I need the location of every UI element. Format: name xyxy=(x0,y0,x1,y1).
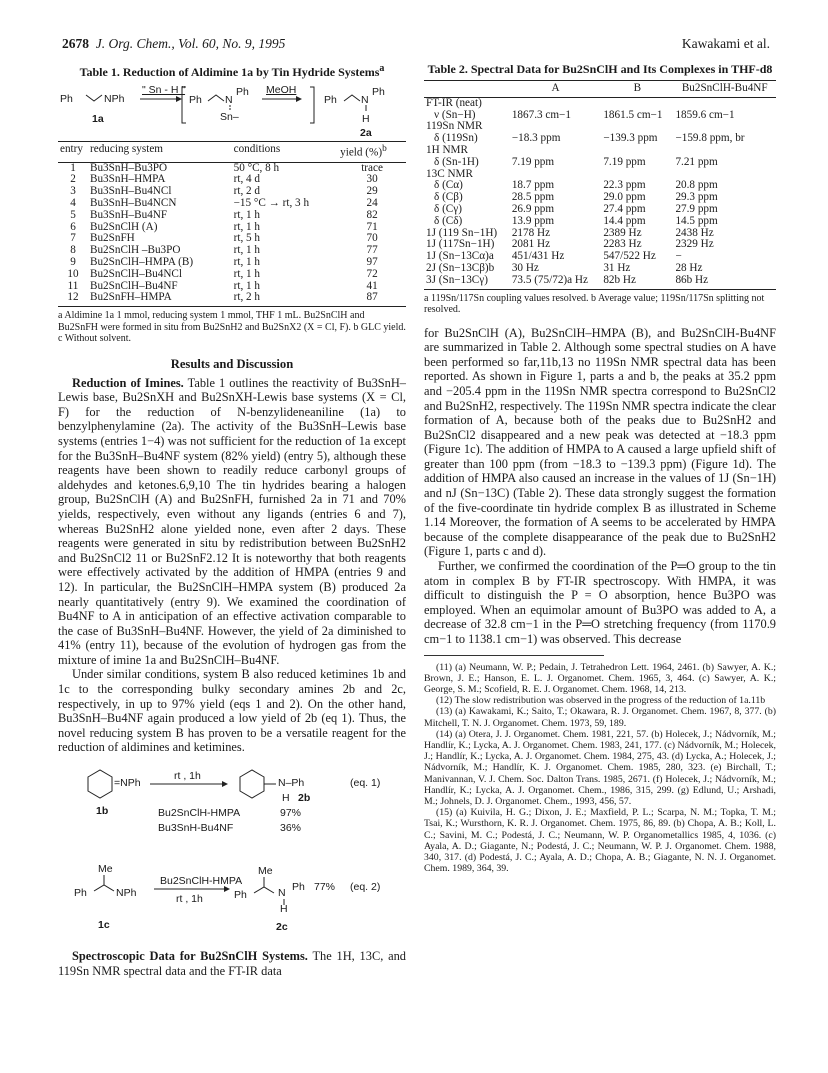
table2-cell: 3J (Sn−13Cγ) xyxy=(424,275,510,289)
table2 xyxy=(424,80,776,290)
table-row xyxy=(58,269,406,281)
table2-cell xyxy=(510,97,602,109)
table1-cell: 87 xyxy=(338,292,406,306)
table2-cell: − xyxy=(675,250,682,263)
table2-cell: 1H NMR xyxy=(426,143,468,156)
table1-cell: 1 xyxy=(70,161,76,174)
table1-cell: Bu2SnFH xyxy=(90,232,135,245)
table1-cell: 12 xyxy=(58,292,88,306)
table-row xyxy=(424,180,776,192)
table1-cell: rt, 1 h xyxy=(233,244,261,257)
table1-cell: 10 xyxy=(67,267,79,280)
scheme1-reactant-ph: Ph xyxy=(60,93,73,105)
table-row xyxy=(424,192,776,204)
scheme1-reagent: " Sn - H " xyxy=(142,84,186,96)
eq2-product-ph: Ph xyxy=(234,889,247,902)
table1-cell: 5 xyxy=(70,208,76,221)
table1-cell: 11 xyxy=(67,279,79,292)
reference-item: (11) (a) Neumann, W. P.; Pedain, J. Tetrahedron Lett. 1964, 2461. (b) Sawyer, A. K.; Brown, J. E.; Hanson, E. L. J. Organomet. Chem. 1965, 3, 464. (c) Sawyer, A. K.; George, S. M.; Scofield, R. E. J. Organomet. Chem. 1968, 14, 213. xyxy=(424,661,776,696)
table1-cell: rt, 1 h xyxy=(233,267,261,280)
table1-cell: 29 xyxy=(366,185,378,198)
table1-header-row xyxy=(58,142,406,163)
table1-cell: Bu2SnClH (A) xyxy=(90,220,158,233)
table2-cell: 28 Hz xyxy=(675,261,703,274)
eq2-product-n: N xyxy=(278,887,286,900)
table1-header-conditions: conditions xyxy=(232,142,339,163)
table1-cell: rt, 2 h xyxy=(232,292,339,306)
table2-cell: δ (Cα) xyxy=(434,179,463,192)
scheme1-int-n: N xyxy=(225,94,233,106)
table2-cell: 2329 Hz xyxy=(675,238,714,251)
page-number-and-journal: 2678 J. Org. Chem., Vol. 60, No. 9, 1995 xyxy=(62,36,286,51)
table1-cell: 70 xyxy=(366,232,378,245)
table-row xyxy=(424,263,776,275)
reference-item: (14) (a) Otera, J. J. Organomet. Chem. 1981, 221, 57. (b) Holecek, J.; Nádvorník, M.; Handlír, K.; Lycka, A. J. Organomet. Chem. 1983, 241, 177. (c) Nádvorník, M.; Holecek, J.; Handlír, K.; Lycka, A. J. Organomet. Chem. 1984, 275, 43. (d) Lycka, A.; Holecek, J.; Nádvorník, M.; Handlír, K. J. Organomet. Chem. 1985, 280, 323. (e) Birchall, T.; Manivannan, V. J. Chem. Soc. Dalton Trans. 1985, 2671. (f) Holecek, J.; Nádvorník, M.; Handlír, K.; Lycka, A. J. Organomet. Chem., 1986, 315, 299. (g) Edlund, U.; Arshadi, M.; Johnels, D. J. Organomet. Chem., 1993, 456, 57. xyxy=(424,728,776,808)
table2-cell: 1861.5 cm−1 xyxy=(603,108,663,121)
running-header xyxy=(62,36,770,54)
table2-cell: 7.19 ppm xyxy=(603,155,646,168)
scheme1-prod-ph: Ph xyxy=(324,94,337,106)
table1-cell: rt, 1 h xyxy=(233,255,261,268)
paragraph-right-2: Further, we confirmed the coordination of the P═O group to the tin atom in complex B by FT-IR spectroscopy. With HMPA, it was difficult to distinguish the P = O absorption, hence Bu3PO was employed. When an equimolar amount of Bu3PO was added to A, a decrease of 32.8 cm−1 in the P═O stretching frequency (from 1170.9 cm−1 to 1138.1 cm−1) was observed. This decrease xyxy=(424,559,776,647)
table2-cell: 28.5 ppm xyxy=(511,191,555,204)
table2-cell: 2178 Hz xyxy=(511,226,551,239)
eq2-label-2c: 2c xyxy=(276,921,288,934)
eq1-tag: (eq. 1) xyxy=(350,777,381,790)
scheme1-int-ph: Ph xyxy=(189,94,202,106)
table1-cell: 24 xyxy=(366,196,378,209)
table2-body xyxy=(424,97,776,289)
paragraph-spectroscopic: Spectroscopic Data for Bu2SnClH Systems. The 1H, 13C, and 119Sn NMR spectral data and the FT-IR data xyxy=(58,949,406,978)
table1-cell: Bu3SnH–Bu4NF xyxy=(90,208,168,221)
table1-cell: Bu2SnClH–Bu4NCl xyxy=(90,267,183,280)
section-title: Results and Discussion xyxy=(170,356,294,371)
table2-cell: 29.0 ppm xyxy=(603,191,646,204)
table2-cell: 31 Hz xyxy=(603,261,631,274)
references-list xyxy=(424,662,776,875)
reference-item: (15) (a) Kuivila, H. G.; Dixon, J. E.; Maxfield, P. L.; Scarpa, N. M.; Topka, T. M.; Tsai, K.; Wursthorn, K. R. J. Organomet. Chem. 1975, 86, 89. (b) Chopa, A. B.; Koll, L. C.; Savini, M. C.; Podestá, J. C.; Neumann, W. P. Organometallics 1985, 4, 1036. (c) Ayala, A. D.; Giagante, N.; Podestá, J. C.; Neumann, W. P. J. Organomet. Chem. 1988, 340, 317. (d) Podestá, J. C.; Ayala, A. D.; Chopa, A. B.; Giagante, N. N. J. Organomet. Chem. 1989, 364, 39. xyxy=(424,807,776,875)
table1-cell: −15 °C → rt, 3 h xyxy=(233,196,310,209)
table2-cell xyxy=(510,145,602,157)
running-author: Kawakami et al. xyxy=(681,36,770,51)
table2-header-b: B xyxy=(601,81,673,98)
table1-cell: 50 °C, 8 h xyxy=(233,161,280,174)
equations-scheme xyxy=(58,759,406,949)
paragraph-right-1: for Bu2SnClH (A), Bu2SnClH–HMPA (B), and Bu2SnClH-Bu4NF are summarized in Table 2. Although some spectral studies on A have been performed so far,11b,13 no 119Sn NMR spectral data has been reported. As shown in Figure 1, parts a and b, the peaks at 35.2 ppm and −205.4 ppm in the 119Sn NMR spectra correspond to Bu2SnCl2 and Bu2SnH2, respectively. The 119Sn NMR spectra indicate the clear formation of A, because both of the peaks due to Bu2SnH2 and Bu2SnCl2 disappeared and a new peak was detected at −18.3 ppm (Figure 1c). The addition of HMPA to A caused a large upfield shift of greater than 100 ppm (from −18.3 to −139.3 ppm) (Figure 1d). The addition of HMPA also caused an increase in the values of 1J (Sn−1H) and nJ (Sn−13C) (Table 2). These data strongly suggest the formation of the five-coordinate tin hydride complex B as illustrated in Scheme 1.14 Moreover, the formation of A seems to be accelerated by HMPA because of the complete disappearance of the peak due to Bu2SnH2 (Figure 1, parts c and d). xyxy=(424,325,776,559)
table2-cell: 18.7 ppm xyxy=(511,179,555,192)
reference-item: (12) The slow redistribution was observed in the progress of the reduction of 1a.11b xyxy=(436,695,766,707)
table2-cell: 73.5 (75/72)a Hz xyxy=(510,275,602,289)
table1-header-entry: entry xyxy=(58,142,88,163)
table2-cell: 29.3 ppm xyxy=(675,191,718,204)
table2-header-blank xyxy=(424,81,510,98)
eq1-product: N–Ph xyxy=(278,777,305,790)
scheme1-prod-ph2: Ph xyxy=(372,86,385,98)
paragraph-ketimines: Under similar conditions, system B also reduced ketimines 1b and 1c to the corresponding bulky secondary amines 2b and 2c, respectively, in up to 97% yield (eqs 1 and 2). On the other hand, Bu3SnH–Bu4NF again produced a low yield of 2b (eq 1). Thus, the novel reducing system B has proven to be a versatile reagent for the reduction of aldimines and ketimines. xyxy=(58,667,406,755)
table1-cell: 9 xyxy=(70,255,76,268)
table-row xyxy=(58,198,406,210)
table2-cell: 1859.6 cm−1 xyxy=(675,108,735,121)
right-column xyxy=(424,62,776,874)
table2-cell: 1J (Sn−13Cα)a xyxy=(426,250,494,263)
table1-cell: 2 xyxy=(70,173,76,186)
table-row xyxy=(424,216,776,228)
eq1-reagent2: Bu3SnH-Bu4NF xyxy=(158,822,234,835)
table2-cell: −159.8 ppm, br xyxy=(675,132,745,145)
table1-cell: rt, 1 h xyxy=(233,279,261,292)
table1-scheme xyxy=(58,83,406,141)
table2-header-a: A xyxy=(510,81,602,98)
table2-footnote: a 119Sn/117Sn coupling values resolved. b Average value; 119Sn/117Sn splitting not resolved. xyxy=(424,292,765,316)
table2-cell: 1J (119 Sn−1H) xyxy=(426,226,498,239)
table1-cell: Bu2SnFH–HMPA xyxy=(88,292,232,306)
table1-cell: Bu3SnH–HMPA xyxy=(90,173,166,186)
table2-cell: δ (Sn-1H) xyxy=(434,155,479,168)
table1-caption: Table 1. Reduction of Aldimine 1a by Tin Hydride Systems$^a$ xyxy=(79,63,385,79)
table-row xyxy=(424,145,776,157)
table1-body xyxy=(58,162,406,307)
table2-cell: 2J (Sn−13Cβ)b xyxy=(426,261,495,274)
table2-cell: 30 Hz xyxy=(511,261,539,274)
table2-cell: −139.3 ppm xyxy=(603,132,658,145)
table2-cell: 2283 Hz xyxy=(603,238,642,251)
table2-cell: δ (Cβ) xyxy=(434,191,463,204)
table2-cell xyxy=(673,145,776,157)
eq1-label-2b: 2b xyxy=(298,792,311,805)
table-row xyxy=(58,257,406,269)
eq1-reagent1: Bu2SnClH-HMPA xyxy=(158,807,241,820)
table2-cell: δ (Cδ) xyxy=(434,214,463,227)
table2-cell: 27.4 ppm xyxy=(603,202,646,215)
table-row xyxy=(424,275,776,289)
eq1-conditions: rt , 1h xyxy=(174,770,201,783)
table1-cell: rt, 4 d xyxy=(233,173,261,186)
table2-cell: 86b Hz xyxy=(673,275,776,289)
eq2-product-h: H xyxy=(280,903,288,916)
table2-cell xyxy=(601,97,673,109)
table2-cell: 2081 Hz xyxy=(511,238,551,251)
table-row xyxy=(424,204,776,216)
table1-cell: 41 xyxy=(366,279,378,292)
table2-cell: 2389 Hz xyxy=(603,226,642,239)
table2-cell: 82b Hz xyxy=(601,275,673,289)
table2-cell: δ (119Sn) xyxy=(434,132,478,145)
table1-cell: 77 xyxy=(366,244,378,257)
scheme1-int-ph2: Ph xyxy=(236,86,249,98)
table1-cell: 82 xyxy=(366,208,378,221)
scheme1-prod-n: N xyxy=(361,94,369,106)
table2-cell: 1J (117Sn−1H) xyxy=(426,238,495,251)
paragraph-reduction-of-imines: Reduction of Imines. Table 1 outlines the reactivity of Bu3SnH–Lewis base, Bu2SnXH and Bu2SnXH-Lewis base systems (X = Cl, F) for the reduction of N-benzylideneaniline (1a) to benzylphenylamine (2a). The activity of the Bu3SnH–Lewis base systems (entries 1−4) was not sufficient for the reduction of 1a except for the Bu3SnH–Bu4NF system (82% yield) (entry 5), although these reagents have been shown to readily reduce carbonyl groups of aldehydes and ketones.6,9,10 The tin hydrides bearing a halogen group, Bu2SnClH (A) and Bu2SnFH, furnished 2a in 71 and 70% yields, respectively, even without any ligands (entries 6 and 7), whereas Bu2SnH2 alone yielded none, even after 2 days. These reagents were generated in situ by redistribution between Bu2SnH2 and Bu2SnCl2 11 or Bu2SnF2.12 It is noteworthy that both reagents were effectively activated by the addition of HMPA (entries 9 and 12). In particular, the Bu2SnClH–HMPA system (B) produced 2a nearly quantitatively (entry 9). We examined the coordination of Bu4NF to A in anticipation of an effective activation comparable to the case of Bu3SnH–Bu4NF. However, the yield of 2a diminished to 41% (entry 11), because of the evolution of hydrogen gas from the mixture of imine 1a and Bu2SnClH–Bu4NF. xyxy=(58,375,406,667)
table1-cell: 3 xyxy=(70,185,76,198)
table-row xyxy=(424,133,776,145)
table1-cell: 7 xyxy=(70,232,76,245)
eq2-me: Me xyxy=(98,863,113,876)
table2-cell: 119Sn NMR xyxy=(426,120,483,133)
eq2-me-product: Me xyxy=(258,865,273,878)
reference-item: (13) (a) Kawakami, K.; Saito, T.; Okawara, R. J. Organomet. Chem. 1967, 8, 377. (b) Mitchell, T. N. J. Organomet. Chem. 1973, 59, 189. xyxy=(424,706,776,729)
scheme1-step2: MeOH xyxy=(266,84,297,96)
table1-cell: 71 xyxy=(366,220,378,233)
table1-cell: Bu2SnClH–Bu4NF xyxy=(90,279,178,292)
eq2-reagent: Bu2SnClH-HMPA xyxy=(160,875,243,888)
table2-cell: 13.9 ppm xyxy=(511,214,555,227)
table1 xyxy=(58,141,406,307)
table2-cell: 7.21 ppm xyxy=(675,155,718,168)
table1-cell: rt, 5 h xyxy=(233,232,261,245)
table1-cell: rt, 1 h xyxy=(233,208,261,221)
table1-cell: trace xyxy=(361,161,383,174)
eq1-yield2: 36% xyxy=(280,822,302,835)
table1-header-yield: yield (%)$^b$ xyxy=(338,142,406,163)
table1-cell: 8 xyxy=(70,244,76,257)
table-row xyxy=(424,157,776,169)
scheme1-prod-h: H xyxy=(362,113,370,125)
table1-cell: Bu3SnH–Bu3PO xyxy=(90,161,168,174)
table2-cell: 2438 Hz xyxy=(675,226,714,239)
scheme1-label-1a: 1a xyxy=(92,113,104,125)
eq1-yield1: 97% xyxy=(280,807,302,820)
references xyxy=(424,655,776,875)
table1-cell: 97 xyxy=(366,255,378,268)
table1-cell: 72 xyxy=(366,267,378,280)
eq2-product-ph2: Ph xyxy=(292,881,305,894)
table2-cell: 7.19 ppm xyxy=(511,155,555,168)
table1-cell: Bu2SnClH–HMPA (B) xyxy=(90,255,194,268)
table2-cell: 1867.3 cm−1 xyxy=(511,108,571,121)
scheme1-int-sn: Sn– xyxy=(220,111,239,123)
table-row xyxy=(58,292,406,306)
table1-cell: Bu2SnClH –Bu3PO xyxy=(90,244,181,257)
table1-cell: rt, 2 d xyxy=(233,185,261,198)
eq2-tag: (eq. 2) xyxy=(350,881,381,894)
table2-cell: 26.9 ppm xyxy=(511,202,555,215)
table2-cell: δ (Cγ) xyxy=(434,202,462,215)
table-row xyxy=(58,210,406,222)
table1-header-system: reducing system xyxy=(88,142,232,163)
table2-cell: 13C NMR xyxy=(426,167,473,180)
eq2-ph: Ph xyxy=(74,887,87,900)
table2-cell xyxy=(673,97,776,109)
left-column xyxy=(58,62,406,978)
eq2-yield: 77% xyxy=(314,881,336,894)
table2-cell: 14.4 ppm xyxy=(603,214,646,227)
table2-cell: ν (Sn−H) xyxy=(434,108,476,121)
table2-caption: Table 2. Spectral Data for Bu2SnClH and Its Complexes in THF-d8 xyxy=(427,62,773,76)
table-row xyxy=(424,169,776,181)
table2-cell xyxy=(601,145,673,157)
table2-cell: 14.5 ppm xyxy=(675,214,718,227)
table2-cell: FT-IR (neat) xyxy=(426,96,482,109)
eq1-label-1b: 1b xyxy=(96,805,109,818)
table-row xyxy=(424,97,776,109)
table2-header-complex: Bu2SnClH-Bu4NF xyxy=(673,81,776,98)
table2-cell: 27.9 ppm xyxy=(675,202,718,215)
scheme1-label-2a: 2a xyxy=(360,127,372,139)
eq2-nph: NPh xyxy=(116,887,137,900)
table1-cell: Bu3SnH–Bu4NCl xyxy=(90,185,172,198)
table1-cell: 30 xyxy=(366,173,378,186)
table1-cell: Bu3SnH–Bu4NCN xyxy=(90,196,177,209)
table2-cell: 22.3 ppm xyxy=(603,179,646,192)
table2-cell: 451/431 Hz xyxy=(511,250,565,263)
scheme1-reactant-nph: NPh xyxy=(104,93,125,105)
table1-cell: 4 xyxy=(70,196,76,209)
eq2-conditions: rt , 1h xyxy=(176,893,203,906)
eq1-product-h: H xyxy=(282,792,290,805)
table1-cell: 6 xyxy=(70,220,76,233)
table2-cell: 20.8 ppm xyxy=(675,179,718,192)
table2-cell: 547/522 Hz xyxy=(603,250,656,263)
table1-cell: rt, 1 h xyxy=(233,220,261,233)
table2-cell: −18.3 ppm xyxy=(511,132,561,145)
eq2-label-1c: 1c xyxy=(98,919,110,932)
table2-header-row xyxy=(424,81,776,98)
eq1-reactant: =NPh xyxy=(114,777,141,790)
table1-footnote: a Aldimine 1a 1 mmol, reducing system 1 mmol, THF 1 mL. Bu2SnClH and Bu2SnFH were formed in situ from Bu2SnH2 and Bu2SnX2 (X = Cl, F). b GLC yield. c Without solvent. xyxy=(58,310,406,345)
